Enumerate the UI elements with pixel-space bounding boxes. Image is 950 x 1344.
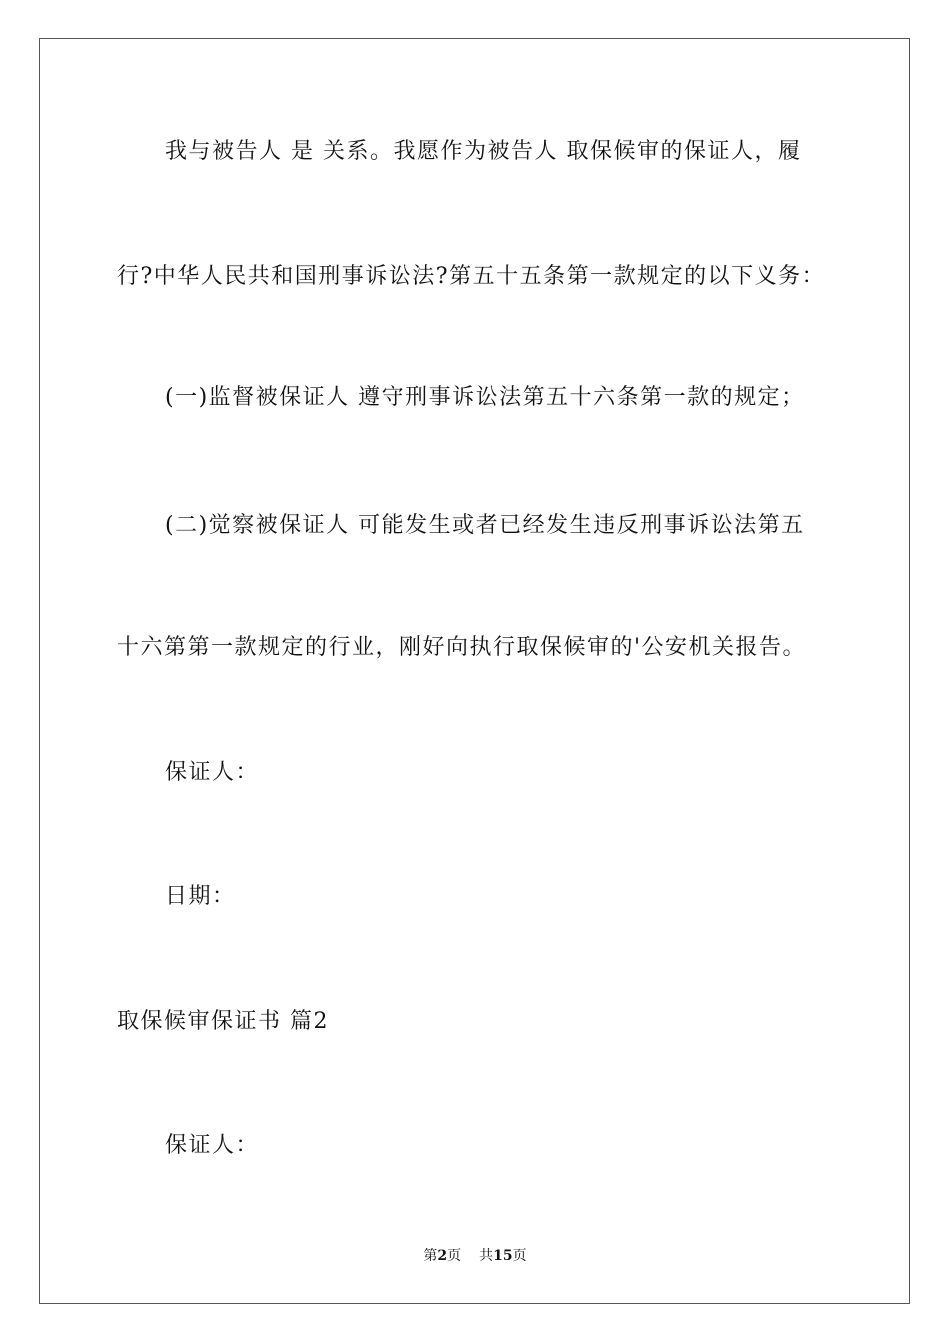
footer-total-pages: 15 <box>493 1248 513 1264</box>
footer-total-prefix: 共 <box>479 1248 494 1264</box>
footer-page-suffix: 页 <box>447 1248 462 1264</box>
guarantor-label: 保证人： <box>165 760 260 785</box>
page-footer <box>0 1246 950 1266</box>
section-heading: 取保候审保证书 篇2 <box>117 1009 329 1034</box>
obligation-item-2-line1: (二)觉察被保证人 可能发生或者已经发生违反刑事诉讼法第五 <box>165 513 805 538</box>
paragraph-guarantee-statement-line1: 我与被告人 是 关系。我愿作为被告人 取保候审的保证人，履 <box>165 139 802 164</box>
paragraph-guarantee-statement-line2: 行?中华人民共和国刑事诉讼法?第五十五条第一款规定的以下义务： <box>117 264 826 289</box>
footer-page-number: 2 <box>437 1248 448 1264</box>
date-label: 日期： <box>165 884 236 909</box>
footer-total-suffix: 页 <box>512 1248 527 1264</box>
guarantor-label-2: 保证人： <box>165 1133 260 1158</box>
obligation-item-2-line2: 十六第第一款规定的行业，刚好向执行取保候审的'公安机关报告。 <box>117 635 807 660</box>
obligation-item-1: (一)监督被保证人 遵守刑事诉讼法第五十六条第一款的规定； <box>165 385 805 410</box>
page-border <box>39 38 910 1304</box>
footer-page-prefix: 第 <box>423 1248 438 1264</box>
